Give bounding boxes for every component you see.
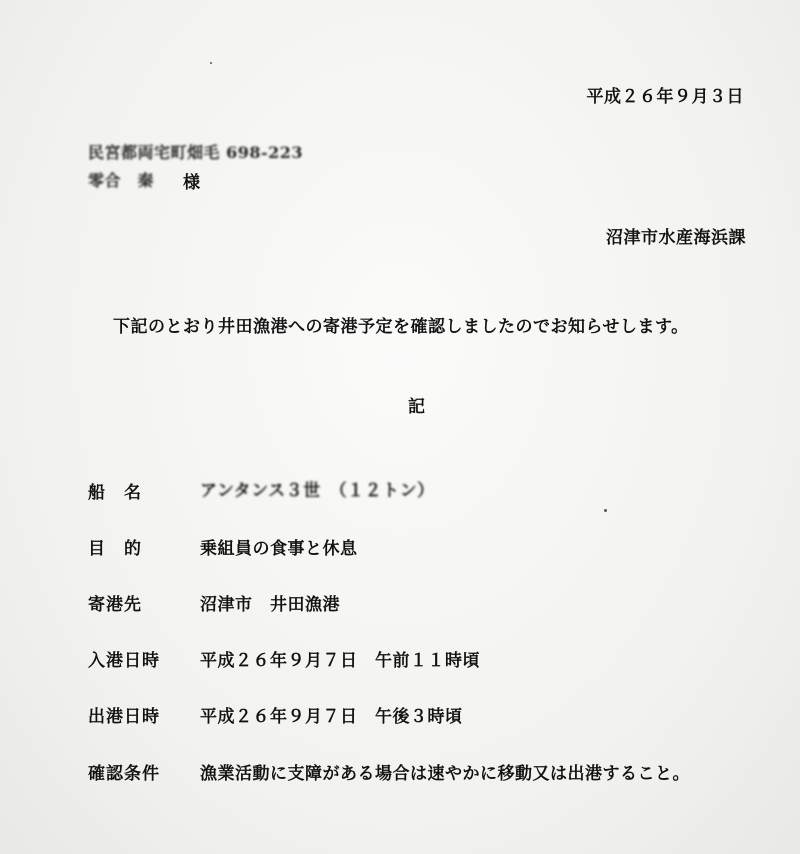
scan-speck bbox=[604, 509, 607, 512]
detail-label-conditions: 確認条件 bbox=[88, 764, 160, 784]
detail-value-port: 沼津市 井田漁港 bbox=[200, 595, 340, 615]
detail-label-purpose: 目 的 bbox=[88, 539, 142, 559]
detail-value-arrival: 平成２６年９月７日 午前１１時頃 bbox=[200, 651, 480, 671]
ki-heading: 記 bbox=[408, 397, 426, 417]
detail-label-arrival: 入港日時 bbox=[88, 651, 160, 671]
recipient-honorific: 様 bbox=[183, 173, 200, 193]
detail-label-departure: 出港日時 bbox=[88, 707, 160, 727]
document-date: 平成２６年９月３日 bbox=[586, 87, 744, 107]
sender-department: 沼津市水産海浜課 bbox=[606, 228, 746, 248]
detail-label-ship-name: 船 名 bbox=[88, 483, 142, 503]
recipient-address-redacted: 民宮都両宅町畑毛 698-223 bbox=[88, 143, 304, 162]
detail-label-port: 寄港先 bbox=[88, 595, 142, 615]
detail-value-conditions: 漁業活動に支障がある場合は速やかに移動又は出港すること。 bbox=[200, 764, 690, 784]
detail-value-departure: 平成２６年９月７日 午後３時頃 bbox=[200, 707, 463, 727]
intro-sentence: 下記のとおり井田漁港への寄港予定を確認しましたのでお知らせします。 bbox=[113, 317, 689, 337]
recipient-name-redacted: 零合 秦 bbox=[88, 171, 155, 190]
detail-value-purpose: 乗組員の食事と休息 bbox=[200, 539, 358, 559]
detail-value-ship-name-redacted: アンタンス３世 （１２トン） bbox=[200, 481, 435, 501]
scan-speck bbox=[210, 62, 212, 64]
